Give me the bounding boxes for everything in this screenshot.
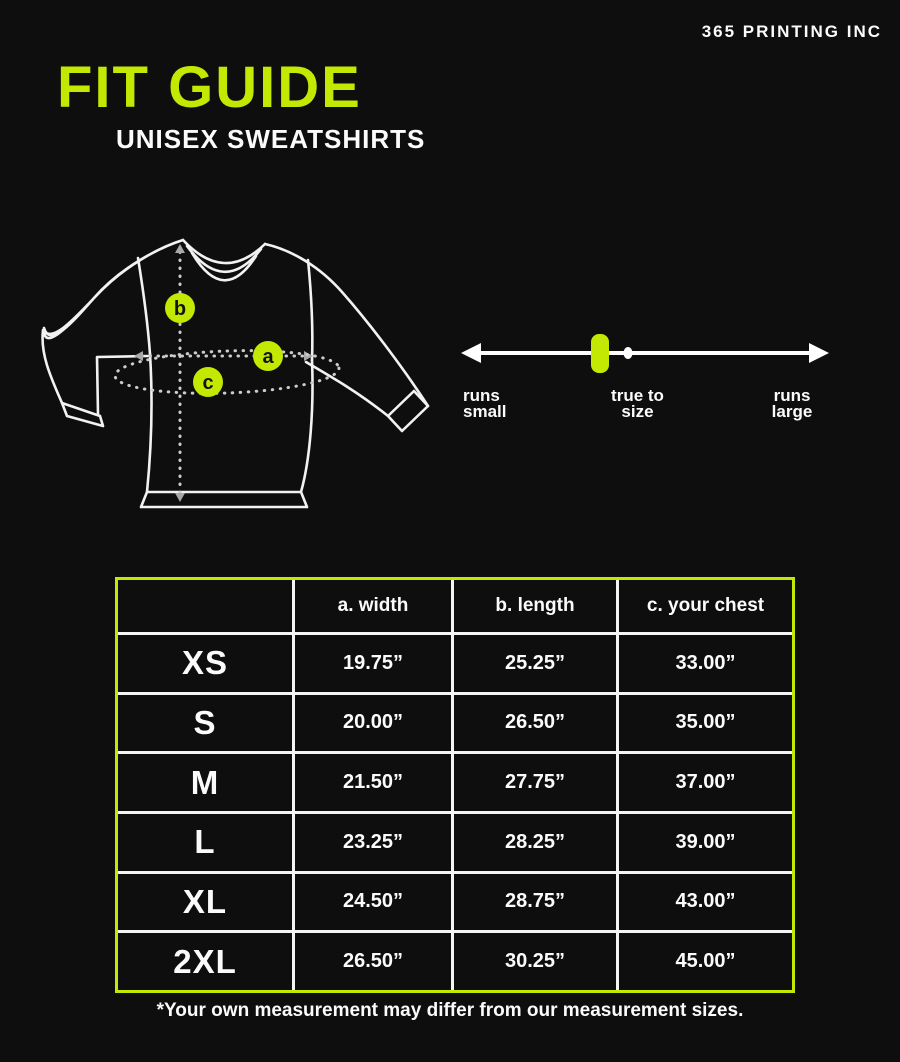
- sweatshirt-diagram: [20, 220, 460, 520]
- table-row-s-width: 20.00”: [295, 695, 451, 752]
- table-row-2xl-length: 30.25”: [454, 933, 616, 990]
- table-row-l-length: 28.25”: [454, 814, 616, 871]
- center-tick-dot: [624, 347, 633, 359]
- header-cell-length: b. length: [454, 580, 616, 632]
- marker-c: [193, 367, 223, 397]
- true-to-size-line1: true to: [611, 386, 664, 405]
- table-row-2xl-chest: 45.00”: [619, 933, 792, 990]
- table-row-s-length: 26.50”: [454, 695, 616, 752]
- brand-text: 365 PRINTING INC: [701, 22, 882, 41]
- scale-label-true-to-size: [585, 388, 690, 420]
- sweatshirt-outline-icon: [43, 240, 428, 507]
- table-row-xl-length: 28.75”: [454, 874, 616, 931]
- arrow-down-icon: [175, 493, 185, 502]
- table-row-xs-size: XS: [118, 635, 292, 692]
- runs-small-line1: runs: [463, 386, 500, 405]
- table-row-s-chest: 35.00”: [619, 695, 792, 752]
- scale-label-runs-large: [742, 388, 842, 420]
- arrow-up-icon: [175, 244, 185, 253]
- fit-scale: [450, 325, 840, 385]
- scale-label-runs-small: [463, 388, 506, 420]
- table-row-m-size: M: [118, 754, 292, 811]
- arrow-left-icon: [134, 351, 143, 361]
- runs-large-line1: runs: [773, 386, 811, 405]
- header-cell-size: [118, 580, 292, 632]
- runs-large-line2: large: [771, 402, 813, 421]
- table-row-xl-width: 24.50”: [295, 874, 451, 931]
- table-row-2xl-size: 2XL: [118, 933, 292, 990]
- size-table: [115, 577, 795, 993]
- page-subtitle: UNISEX SWEATSHIRTS: [116, 124, 426, 154]
- table-row-xl-size: XL: [118, 874, 292, 931]
- table-row-m-width: 21.50”: [295, 754, 451, 811]
- page-title: FIT GUIDE: [57, 55, 362, 120]
- table-row-l-width: 23.25”: [295, 814, 451, 871]
- marker-b: [165, 293, 195, 323]
- header-cell-width: a. width: [295, 580, 451, 632]
- marker-c-label: c: [202, 372, 214, 394]
- header-cell-chest: c. your chest: [619, 580, 792, 632]
- table-row-xs-length: 25.25”: [454, 635, 616, 692]
- table-row-xl-chest: 43.00”: [619, 874, 792, 931]
- table-row-m-length: 27.75”: [454, 754, 616, 811]
- table-row-m-chest: 37.00”: [619, 754, 792, 811]
- table-row-l-size: L: [118, 814, 292, 871]
- table-row-xs-chest: 33.00”: [619, 635, 792, 692]
- marker-b-label: b: [173, 298, 187, 320]
- scale-arrow-right-icon: [809, 343, 829, 363]
- table-row-xs-width: 19.75”: [295, 635, 451, 692]
- footnote-text: *Your own measurement may differ from our measurement sizes.: [156, 1000, 744, 1021]
- true-to-size-line2: size: [621, 402, 654, 421]
- table-row-2xl-width: 26.50”: [295, 933, 451, 990]
- marker-a: [253, 341, 283, 371]
- table-row-s-size: S: [118, 695, 292, 752]
- runs-small-line2: small: [463, 402, 507, 421]
- table-row-l-chest: 39.00”: [619, 814, 792, 871]
- fit-indicator-marker: [591, 334, 609, 373]
- scale-arrow-left-icon: [461, 343, 481, 363]
- marker-a-label: a: [262, 346, 274, 368]
